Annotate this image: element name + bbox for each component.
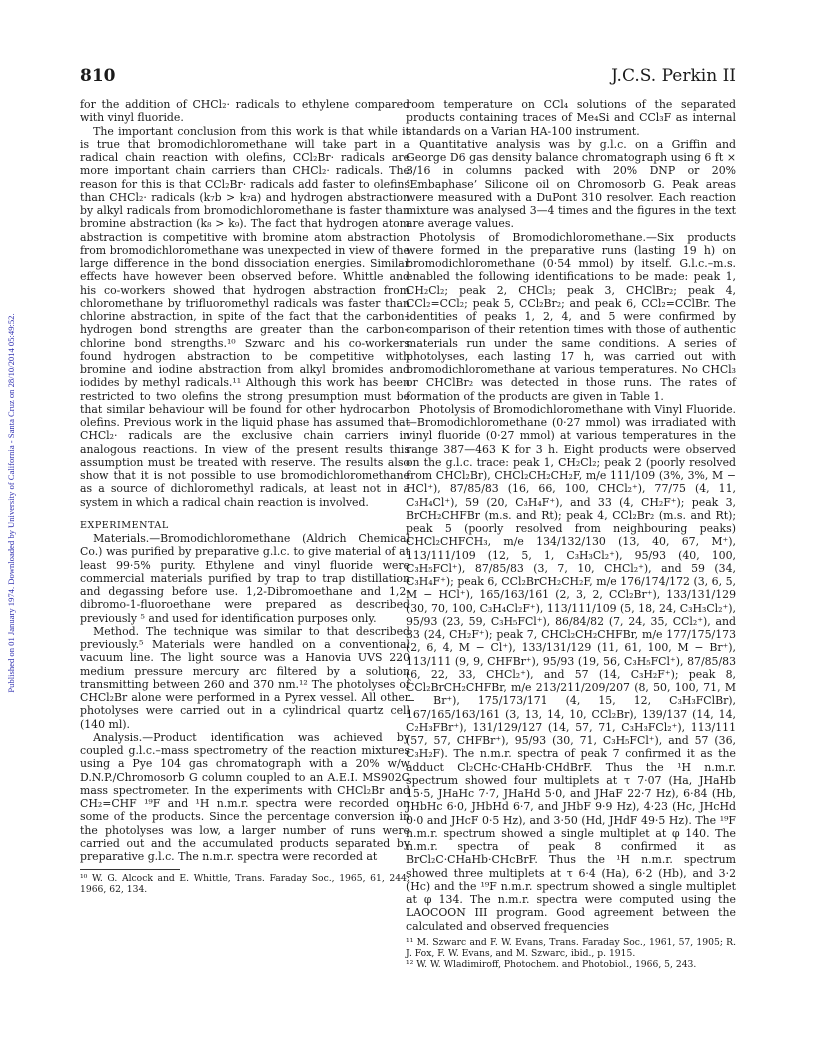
footnote-divider	[80, 869, 180, 870]
paragraph-photolysis: Photolysis of Bromodichloromethane.—Six products were formed in the preparative runs (lasting 19 h) on bromodichloromethane (0·54 mmol) by itself. G.l.c.–m.s. enabled the following identifications to be made: peak 1, CH₂Cl₂; peak 2, CHCl₃; peak 3, CHClBr₂; peak 4, CCl₂=CCl₂; peak 5, CCl₂Br₂; and peak 6, CCl₂=CClBr. The identities of peaks 1, 2, 4, and 5 were confirmed by comparison of their retention times with those of authentic materials run under the same conditions. A series of photolyses, each lasting 17 h, was carried out with bromodichloromethane at various temperatures. No CHCl₃ or CHClBr₂ was detected in those runs. The rates of formation of the products are given in Table 1.	[406, 230, 736, 403]
footnote: ¹¹ M. Szwarc and F. W. Evans, Trans. Faraday Soc., 1961, 57, 1905; R. J. Fox, F. W. Evans, and M. Szwarc, ibid., p. 1915.	[406, 936, 736, 959]
journal-title: J.C.S. Perkin II	[611, 66, 736, 86]
paragraph-photolysis-vinyl-fluoride: Photolysis of Bromodichloromethane with Vinyl Fluoride.—Bromodichloromethane (0·27 mmol) was irradiated with vinyl fluoride (0·27 mmol) at various temperatures in the range 387—463 K for 3 h. Eight products were observed on the g.l.c. trace: peak 1, CH₂Cl₂; peak 2 (poorly resolved from CHCl₂Br), CHCl₂CH₂CH₂F, m/e 111/109 (3%, 3%, M − HCl⁺), 87/85/83 (16, 66, 100, CHCl₂⁺), 77/75 (4, 11, C₃H₄Cl⁺), 59 (20, C₃H₄F⁺), and 33 (4, CH₂F⁺); peak 3, BrCH₂CHFBr (m.s. and Rt); peak 4, CCl₂Br₂ (m.s. and Rt); peak 5 (poorly resolved from neighbouring peaks) CHCl₂CHFCH₃, m/e 134/132/130 (13, 40, 67, M⁺), 113/111/109 (12, 5, 1, C₃H₃Cl₂⁺), 95/93 (40, 100, C₃H₅FCl⁺), 87/85/83 (3, 7, 10, CHCl₂⁺), and 59 (34, C₃H₄F⁺); peak 6, CCl₂BrCH₂CH₂F, m/e 176/174/172 (3, 6, 5, M − HCl⁺), 165/163/161 (2, 3, 2, CCl₂Br⁺), 133/131/129 (30, 70, 100, C₃H₄Cl₂F⁺), 113/111/109 (5, 18, 24, C₃H₃Cl₂⁺), 95/93 (23, 59, C₃H₅FCl⁺), 86/84/82 (7, 24, 35, CCl₂⁺), and 33 (24, CH₂F⁺); peak 7, CHCl₂CH₂CHFBr, m/e 177/175/173 (2, 6, 4, M − Cl⁺), 133/131/129 (11, 61, 100, M − Br⁺), 113/111 (9, 9, CHFBr⁺), 95/93 (19, 56, C₃H₅FCl⁺), 87/85/83 (6, 22, 33, CHCl₂⁺), and 57 (14, C₃H₂F⁺); peak 8, CCl₂BrCH₂CHFBr, m/e 213/211/209/207 (8, 50, 100, 71, M − Br⁺), 175/173/171 (4, 15, 12, C₃H₃FClBr), 167/165/163/161 (3, 13, 14, 10, CCl₂Br), 139/137 (14, 14, C₂H₃FBr⁺), 131/129/127 (14, 57, 71, C₃H₃FCl₂⁺), 113/111 (57, 57, CHFBr⁺), 95/93 (30, 71, C₃H₅FCl⁺), and 57 (36, C₃H₂F). The n.m.r. spectra of peak 7 confirmed it as the adduct Cl₂CHc·CHaHb·CHdBrF. Thus the ¹H n.m.r. spectrum showed four multiplets at τ 7·07 (Ha, JHaHb 15·5, JHaHc 7·7, JHaHd 5·0, and JHaF 22·7 Hz), 6·84 (Hb, JHbHc 6·0, JHbHd 6·7, and JHbF 9·9 Hz), 4·23 (Hc, JHcHd 0·0 and JHcF 0·5 Hz), and 3·50 (Hd, JHdF 49·5 Hz). The ¹⁹F n.m.r. spectrum showed a single multiplet at φ 140. The n.m.r. spectra of peak 8 confirmed it as BrCl₂C·CHaHb·CHcBrF. Thus the ¹H n.m.r. spectrum showed three multiplets at τ 6·4 (Ha), 6·2 (Hb), and 3·2 (Hc) and the ¹⁹F n.m.r. spectrum showed a single multiplet at φ 134. The n.m.r. spectra were computed using the LAOCOON III program. Good agreement between the calculated and observed frequencies	[406, 402, 736, 933]
page-number: 810	[80, 66, 116, 86]
paragraph: for the addition of CHCl₂· radicals to ethylene compared with vinyl fluoride.	[80, 98, 410, 125]
paragraph: The important conclusion from this work is that while it is true that bromodichloromethane will take part in a radical chain reaction with olefins, CCl₂Br· radicals are more important chain carriers than CHCl₂· radicals. The reason for this is that CCl₂Br· radicals add faster to olefins than CHCl₂· radicals (k₇b > k₇a) and hydrogen abstraction by alkyl radicals from bromodichloromethane is faster than bromine abstraction (k₈ > k₉). The fact that hydrogen atom abstraction is competitive with bromine atom abstraction from bromodichloromethane was unexpected in view of the large difference in the bond dissociation energies. Similar effects have however been observed before. Whittle and his co-workers showed that hydrogen abstraction from chloromethane by trifluoromethyl radicals was faster than chlorine abstraction, in spite of the fact that the carbon–hydrogen bond strengths are greater than the carbon–chlorine bond strengths.¹⁰ Szwarc and his co-workers found hydrogen abstraction to be competitive with bromine and iodine abstraction from alkyl bromides and iodides by methyl radicals.¹¹ Although this work has been restricted to two olefins the strong presumption must be that similar behaviour will be found for other hydrocarbon olefins. Previous work in the liquid phase has assumed that CHCl₂· radicals are the exclusive chain carriers in analogous reactions. In view of the present results this assumption must be treated with reserve. The results also show that it is not possible to use bromodichloromethane as a source of dichloromethyl radicals, at least not in a system in which a radical chain reaction is involved.	[80, 124, 410, 509]
right-column	[406, 98, 736, 970]
page-header	[80, 66, 736, 92]
download-notice-text: Published on 01 January 1974. Downloaded by University of California - Santa Cruz on 28/10/2014 05:49:52.	[6, 313, 16, 693]
paragraph-analysis: Analysis.—Product identification was achieved by coupled g.l.c.–mass spectrometry of the reaction mixtures using a Pye 104 gas chromatograph with a 20% w/w D.N.P./Chromosorb G column coupled to an A.E.I. MS902C mass spectrometer. In the experiments with CHCl₂Br and CH₂=CHF ¹⁹F and ¹H n.m.r. spectra were recorded on some of the products. Since the percentage conversion in the photolyses was low, a larger number of runs were carried out and the accumulated products separated by preparative g.l.c. The n.m.r. spectra were recorded at	[80, 730, 410, 863]
paragraph-method: Method. The technique was similar to that described previously.⁵ Materials were handled on a conventional vacuum line. The light source was a Hanovia UVS 220 medium pressure mercury arc filtered by a solution transmitting between 260 and 370 nm.¹² The photolyses of CHCl₂Br alone were performed in a Pyrex vessel. All other photolyses were carried out in a cylindrical quartz cell (140 ml).	[80, 624, 410, 731]
footnote: ¹⁰ W. G. Alcock and E. Whittle, Trans. Faraday Soc., 1965, 61, 244; 1966, 62, 134.	[80, 873, 410, 896]
paragraph-materials: Materials.—Bromodichloromethane (Aldrich Chemical Co.) was purified by preparative g.l.c. to give material of at least 99·5% purity. Ethylene and vinyl fluoride were commercial materials purified by trap to trap distillation and degassing before use. 1,2-Dibromoethane and 1,2-dibromo-1-fluoroethane were prepared as described previously ⁵ and used for identification purposes only.	[80, 532, 410, 625]
paragraph: Quantitative analysis was by g.l.c. on a Griffin and George D6 gas density balance chromatograph using 6 ft × 3/16 in columns packed with 20% DNP or 20% ‘Embaphase’ Silicone oil on Chromosorb G. Peak areas were measured with a DuPont 310 resolver. Each reaction mixture was analysed 3—4 times and the figures in the text are average values.	[406, 137, 736, 231]
paragraph: room temperature on CCl₄ solutions of the separated products containing traces of Me₄Si and CCl₃F as internal standards on a Varian HA-100 instrument.	[406, 98, 736, 138]
download-notice	[4, 158, 18, 848]
section-heading: EXPERIMENTAL	[80, 519, 169, 531]
footnote: ¹² W. W. Wladimiroff, Photochem. and Photobiol., 1966, 5, 243.	[406, 959, 697, 971]
left-column	[80, 98, 410, 896]
